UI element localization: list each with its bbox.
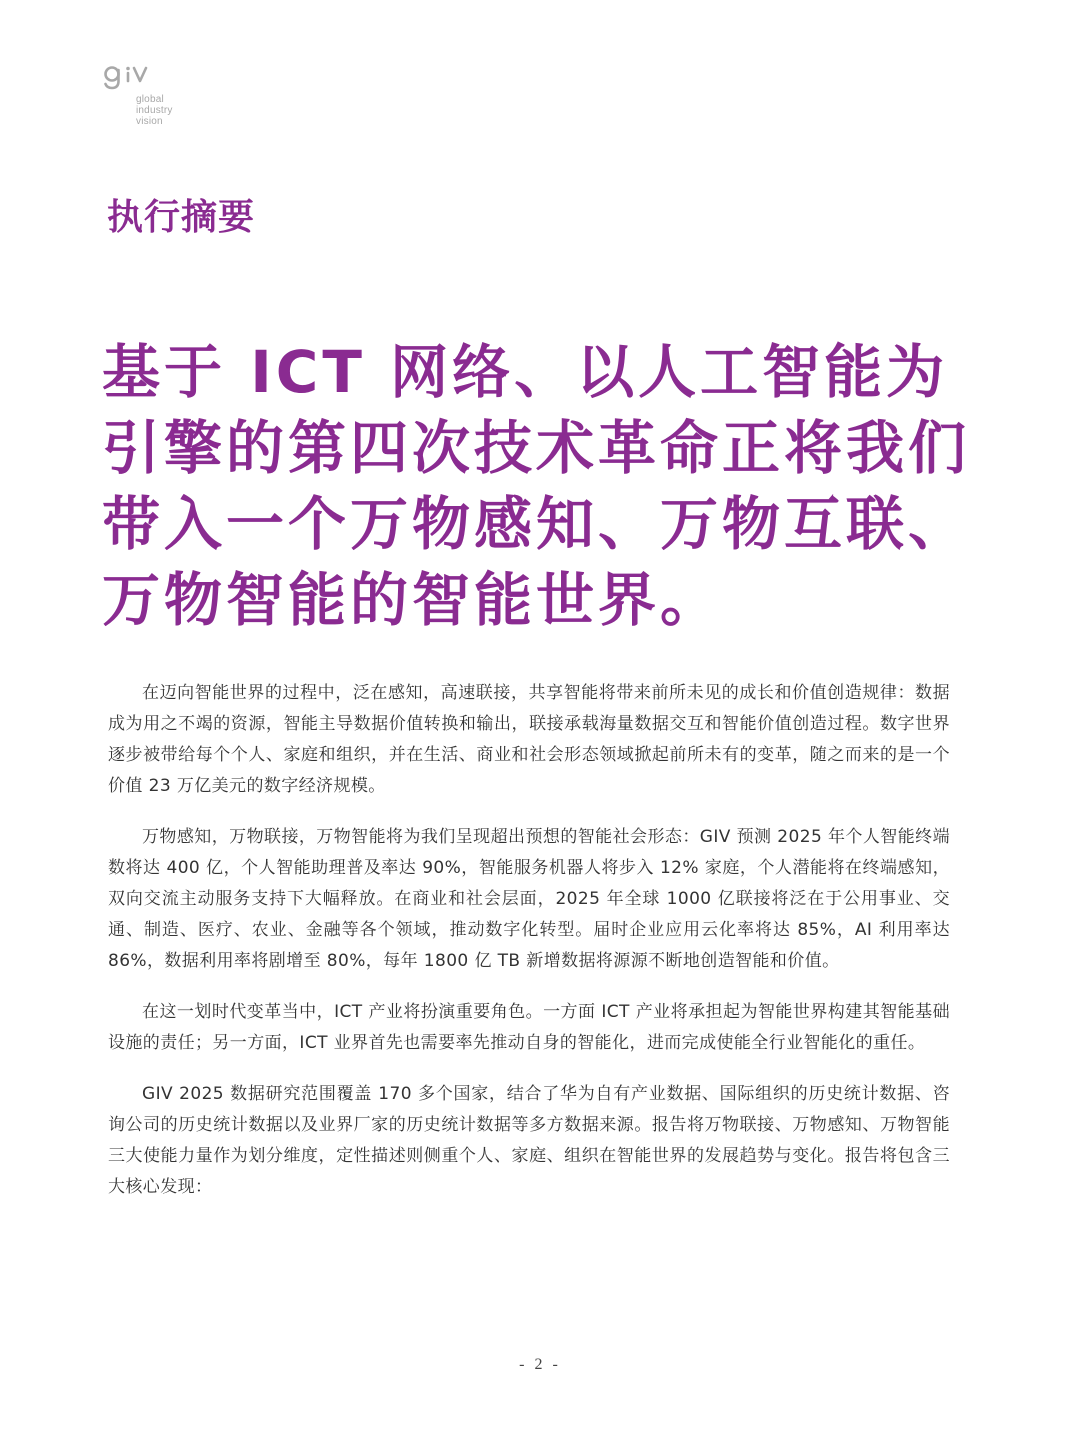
headline-line: 基于 ICT 网络、以人工智能为 (102, 338, 949, 406)
giv-logo (104, 66, 194, 136)
paragraph: 在迈向智能世界的过程中，泛在感知，高速联接，共享智能将带来前所未见的成长和价值创造规律：数据成为用之不竭的资源，智能主导数据价值转换和输出，联接承载海量数据交互和智能价值创造过程。数字世界逐步被带给每个个人、家庭和组织，并在生活、商业和社会形态领域掀起前所未有的变革，随之而来的是一个价值 23 万亿美元的数字经济规模。 (108, 683, 950, 796)
paragraph: GIV 2025 数据研究范围覆盖 170 多个国家，结合了华为自有产业数据、国际组织的历史统计数据、咨询公司的历史统计数据以及业界厂家的历史统计数据等多方数据来源。报告将万物联接、万物感知、万物智能三大使能力量作为划分维度，定性描述则侧重个人、家庭、组织在智能世界的发展趋势与变化。报告将包含三大核心发现： (108, 1084, 950, 1197)
body-text (108, 678, 950, 1223)
logo-line-industry: industry (136, 105, 173, 116)
headline-line: 万物智能的智能世界。 (102, 566, 723, 634)
logo-line-global: global (136, 94, 164, 105)
paragraph: 万物感知，万物联接，万物智能将为我们呈现超出预想的智能社会形态：GIV 预测 2025 年个人智能终端数将达 400 亿，个人智能助理普及率达 90%，智能服务机器人将步入 12% 家庭，个人潜能将在终端感知，双向交流主动服务支持下大幅释放。在商业和社会层面，2025 年全球 1000 亿联接将泛在于公用事业、交通、制造、医疗、农业、金融等各个领域，推动数字化转型。届时企业应用云化率将达 85%，AI 利用率达 86%，数据利用率将剧增至 80%，每年 1800 亿 TB 新增数据将源源不断地创造智能和价值。 (108, 827, 950, 971)
page-number: - 2 - (519, 1356, 561, 1373)
logo-tagline (136, 94, 173, 127)
logo-line-vision: vision (136, 116, 163, 127)
paragraph: 在这一划时代变革当中，ICT 产业将扮演重要角色。一方面 ICT 产业将承担起为智能世界构建其智能基础设施的责任；另一方面，ICT 业界首先也需要率先推动自身的智能化，进而完成使能全行业智能化的重任。 (108, 1002, 950, 1053)
headline-line: 带入一个万物感知、万物互联、 (102, 490, 971, 558)
section-title: 执行摘要 (107, 197, 256, 238)
giv-logo-mark (104, 66, 172, 96)
headline (102, 334, 1002, 638)
headline-line: 引擎的第四次技术革命正将我们 (102, 414, 971, 482)
